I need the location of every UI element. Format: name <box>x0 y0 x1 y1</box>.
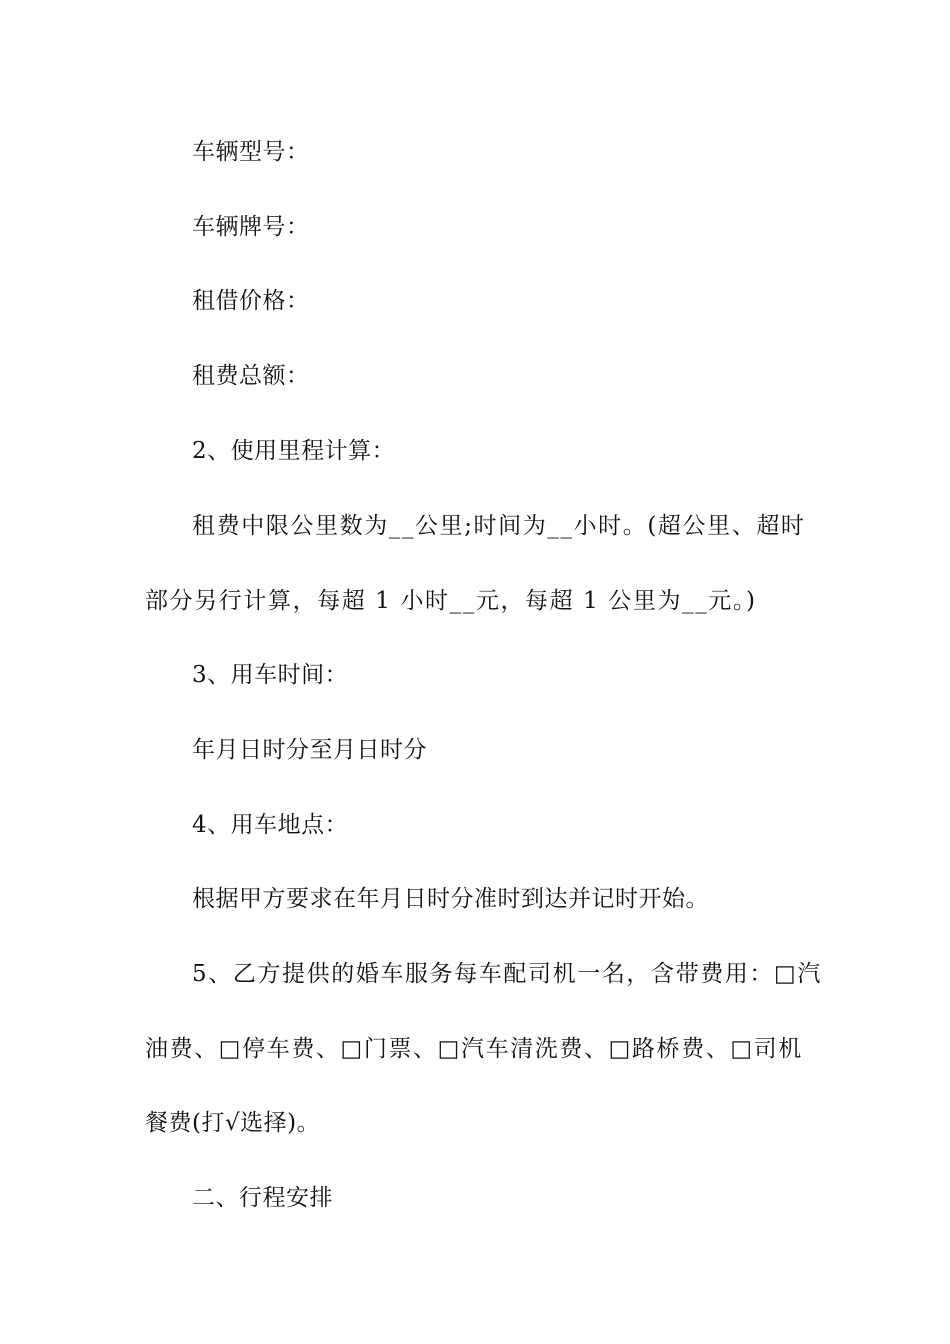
section-3-heading: 3、用车时间： <box>192 662 349 688</box>
usage-time-line: 年月日时分至月日时分 <box>192 737 427 763</box>
rental-price-label: 租借价格： <box>192 288 310 314</box>
section-4-heading: 4、用车地点： <box>192 812 349 838</box>
vehicle-model-label: 车辆型号： <box>192 139 310 165</box>
location-paragraph: 根据甲方要求在年月日时分准时到达并记时开始。 <box>192 886 709 912</box>
section-5-line-2: 油费、□停车费、□门票、□汽车清洗费、□路桥费、□司机 <box>145 1036 803 1062</box>
section-5-line-3: 餐费(打√选择)。 <box>145 1110 321 1136</box>
section-5-line-1: 5、乙方提供的婚车服务每车配司机一名，含带费用：□汽 <box>192 961 822 987</box>
rental-total-label: 租费总额： <box>192 363 310 389</box>
vehicle-plate-label: 车辆牌号： <box>192 214 310 240</box>
mileage-paragraph-line-2: 部分另行计算，每超 1 小时__元，每超 1 公里为__元。) <box>145 588 757 614</box>
mileage-paragraph-line-1: 租费中限公里数为__公里;时间为__小时。(超公里、超时 <box>192 513 806 539</box>
section-2-heading: 2、使用里程计算： <box>192 438 396 464</box>
itinerary-heading: 二、行程安排 <box>192 1185 333 1211</box>
